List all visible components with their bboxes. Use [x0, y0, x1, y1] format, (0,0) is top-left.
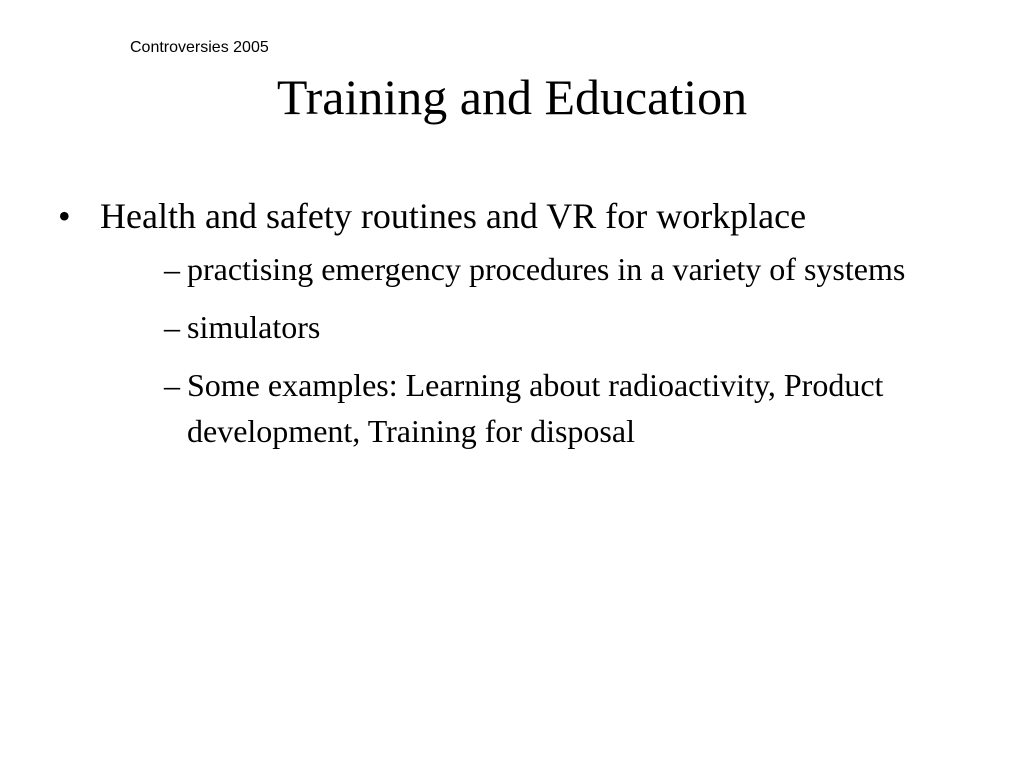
dash-icon: – [164, 251, 180, 287]
sub-bullet-item [100, 246, 958, 292]
sub-bullet-list [100, 246, 958, 454]
sub-bullet-item [100, 362, 958, 454]
slide-title: Training and Education [276, 69, 748, 125]
bullet-icon: • [58, 196, 71, 236]
sub-bullet-item [100, 304, 958, 350]
header-note: Controversies 2005 [130, 39, 269, 56]
slide-body [58, 190, 958, 466]
sub-bullet-text: Some examples: Learning about radioactivity, Product development, Training for disposal [187, 367, 884, 449]
sub-bullet-text: practising emergency procedures in a variety of systems [187, 251, 906, 287]
bullet-text: Health and safety routines and VR for workplace [100, 196, 807, 236]
sub-bullet-text: simulators [187, 309, 321, 345]
dash-icon: – [164, 367, 180, 403]
bullet-item [58, 190, 958, 454]
dash-icon: – [164, 309, 180, 345]
